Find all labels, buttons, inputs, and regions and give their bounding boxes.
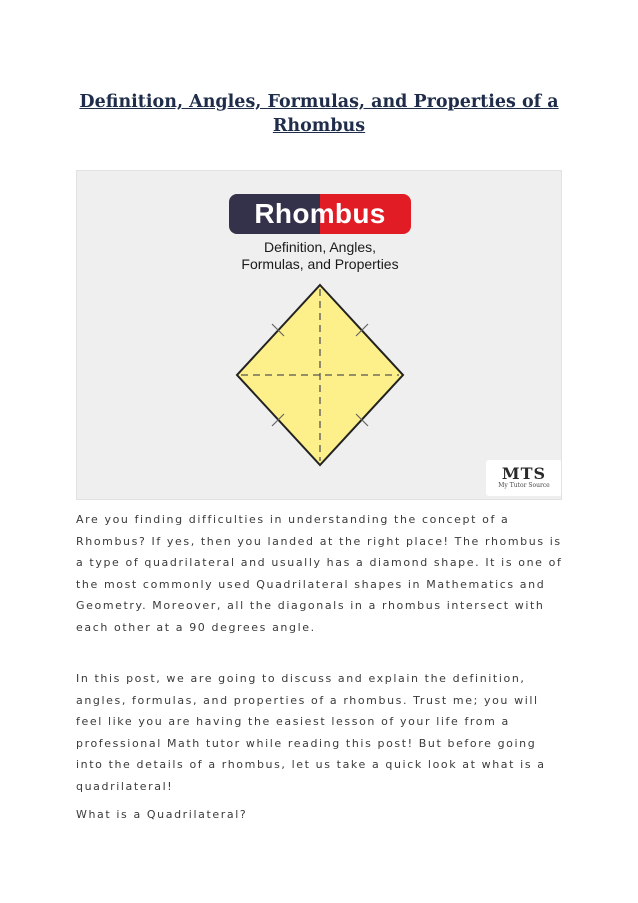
post-overview-paragraph: In this post, we are going to discuss and explain the definition, angles, formulas, and properties of a rhombus. Trust me; you will feel like you are having the easiest lesson of your life from a professional Math tutor while reading this post! But before going into the details of a rhombus, let us take a quick look at what is a quadrilateral! xyxy=(76,672,546,793)
hero-subtitle-line2: Formulas, and Properties xyxy=(241,256,399,272)
logo-mark: MTS xyxy=(501,464,547,483)
hero-subtitle xyxy=(77,239,562,273)
logo-text: My Tutor Source xyxy=(498,482,550,489)
rhombus-label-badge xyxy=(229,194,411,234)
section-heading: What is a Quadrilateral? xyxy=(76,808,248,821)
document-title: Definition, Angles, Formulas, and Properties of a Rhombus xyxy=(79,92,559,136)
mts-logo xyxy=(486,460,562,496)
hero-subtitle-line1: Definition, Angles, xyxy=(263,239,377,255)
intro-paragraph: Are you finding difficulties in understanding the concept of a Rhombus? If yes, then you landed at the right place! The rhombus is a type of quadrilateral and usually has a diamond shape. It is one of the most commonly used Quadrilateral shapes in Mathematics and Geometry. Moreover, all the diagonals in a rhombus intersect with each other at a 90 degrees angle. xyxy=(76,513,563,634)
rhombus-label: Rhombus xyxy=(254,198,386,229)
rhombus-hero-image xyxy=(76,170,562,500)
